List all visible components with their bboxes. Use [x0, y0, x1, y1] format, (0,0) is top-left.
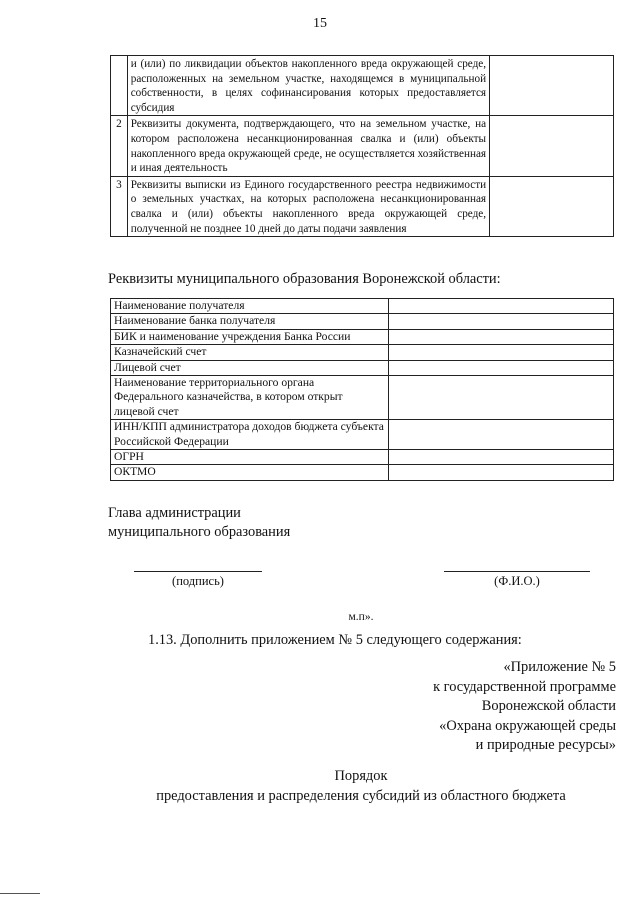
appendix-line: «Охрана окружающей среды — [439, 717, 616, 734]
row-text: Реквизиты документа, подтверждающего, что на земельном участке, на котором расположена несанкционированная свалка и (или) объекты накопленного вреда окружающей среде, не осуществляется хозяйственная и иная деятельность — [127, 116, 489, 176]
row-number: 2 — [111, 116, 128, 176]
requisite-value — [388, 314, 613, 329]
requisite-label: БИК и наименование учреждения Банка России — [111, 329, 389, 344]
table-row — [111, 465, 614, 480]
table-row — [111, 376, 614, 420]
appendix-line: Воронежской области — [481, 698, 616, 714]
fio-label: (Ф.И.О.) — [494, 574, 540, 588]
requisite-label: Лицевой счет — [111, 360, 389, 375]
table-row — [111, 420, 614, 450]
appendix-header — [433, 658, 616, 756]
row-number — [111, 56, 128, 116]
footer-divider — [0, 893, 40, 894]
signature-line — [134, 571, 262, 572]
requisite-value — [388, 465, 613, 480]
row-number: 3 — [111, 176, 128, 236]
empty-cell — [490, 176, 614, 236]
requisite-label: Наименование территориального органа Федерального казначейства, в котором открыт лицевой счет — [111, 376, 389, 420]
table-row — [111, 116, 614, 176]
requisite-label: ИНН/КПП администратора доходов бюджета субъекта Российской Федерации — [111, 420, 389, 450]
requisite-value — [388, 299, 613, 314]
table-row — [111, 329, 614, 344]
table-row — [111, 450, 614, 465]
appendix-line: к государственной программе — [433, 678, 616, 695]
document-subtitle: предоставления и распределения субсидий из областного бюджета — [156, 788, 566, 804]
requisite-value — [388, 329, 613, 344]
requisite-label: ОКТМО — [111, 465, 389, 480]
row-text: и (или) по ликвидации объектов накопленного вреда окружающей среде, расположенных на земельном участке, находящемся в муниципальной собственности, в целях софинансирования которых предоставляется субсидия — [127, 56, 489, 116]
table-row — [111, 360, 614, 375]
empty-cell — [490, 56, 614, 116]
requisites-heading: Реквизиты муниципального образования Воронежской области: — [108, 271, 501, 287]
requisite-value — [388, 420, 613, 450]
page-number: 15 — [313, 16, 327, 31]
empty-cell — [490, 116, 614, 176]
criteria-table — [110, 55, 614, 237]
appendix-line: и природные ресурсы» — [475, 737, 616, 753]
table-row — [111, 56, 614, 116]
requisite-label: Наименование получателя — [111, 299, 389, 314]
table-row — [111, 345, 614, 360]
stamp-place: м.п». — [348, 611, 374, 623]
appendix-line: «Приложение № 5 — [503, 659, 616, 675]
requisite-value — [388, 360, 613, 375]
table-row — [111, 314, 614, 329]
requisites-table — [110, 298, 614, 481]
requisite-value — [388, 376, 613, 420]
requisite-value — [388, 450, 613, 465]
requisite-value — [388, 345, 613, 360]
requisite-label: ОГРН — [111, 450, 389, 465]
table-row — [111, 299, 614, 314]
signature-label: (подпись) — [172, 574, 224, 588]
row-text: Реквизиты выписки из Единого государственного реестра недвижимости о земельных участках, на которых расположена несанкционированная свалка и (или) объекты накопленного вреда окружающей среде, полученной не позднее 10 дней до даты подачи заявления — [127, 176, 489, 236]
table-row — [111, 176, 614, 236]
head-position-line1: Глава администрации — [108, 505, 241, 521]
requisite-label: Казначейский счет — [111, 345, 389, 360]
fio-line — [444, 571, 590, 572]
requisite-label: Наименование банка получателя — [111, 314, 389, 329]
head-position-line2: муниципального образования — [108, 524, 291, 540]
item-1-13: 1.13. Дополнить приложением № 5 следующего содержания: — [148, 632, 522, 648]
document-title: Порядок — [334, 768, 388, 784]
